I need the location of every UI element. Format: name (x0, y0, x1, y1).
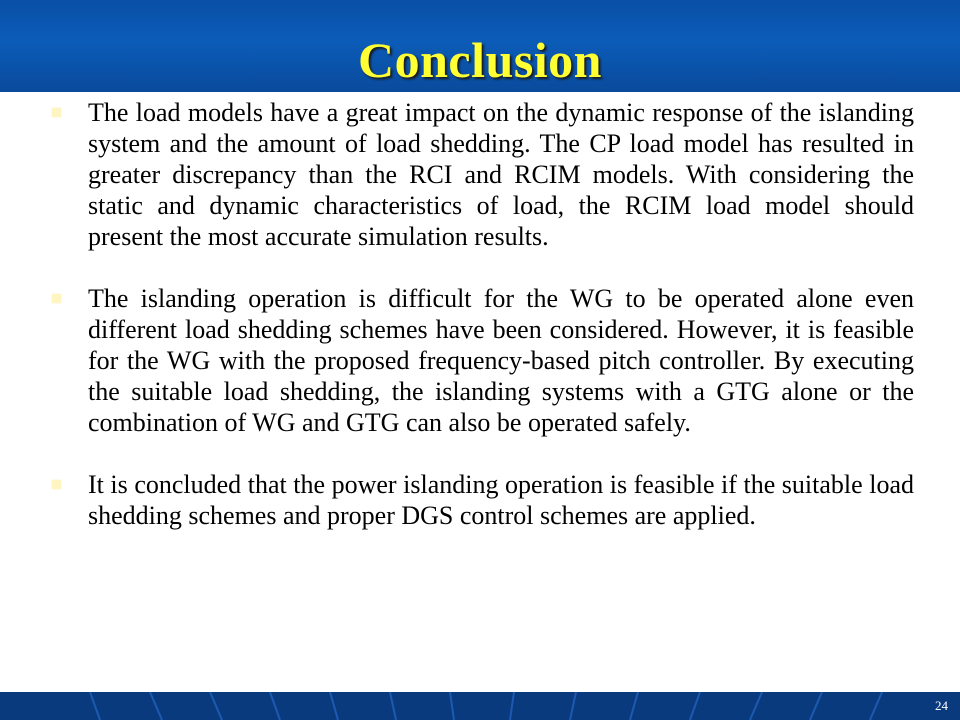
bullet-item (48, 97, 914, 252)
bullet-text: The islanding operation is difficult for the WG to be operated alone even different load shedding schemes have been considered. However, it is feasible for the WG with the proposed frequency-based pitch controller. By executing the suitable load shedding, the islanding systems with a GTG alone or the combination of WG and GTG can also be operated safely. (88, 284, 914, 437)
page-number: 24 (935, 698, 948, 713)
bullet-item (48, 283, 914, 438)
footer-bar (0, 692, 960, 720)
bullet-item (48, 469, 914, 531)
slide-title: Conclusion (358, 32, 602, 88)
bullet-text: The load models have a great impact on the dynamic response of the islanding system and the amount of load shedding. The CP load model has resulted in greater discrepancy than the RCI and RCIM models. With considering the static and dynamic characteristics of load, the RCIM load model should present the most accurate simulation results. (88, 98, 914, 251)
square-bullet-icon (52, 108, 61, 117)
footer-stripes-decoration (0, 692, 960, 720)
bullet-list (48, 97, 914, 562)
square-bullet-icon (52, 294, 61, 303)
bullet-text: It is concluded that the power islanding operation is feasible if the suitable load shedding schemes and proper DGS control schemes are applied. (88, 470, 914, 530)
square-bullet-icon (52, 480, 61, 489)
